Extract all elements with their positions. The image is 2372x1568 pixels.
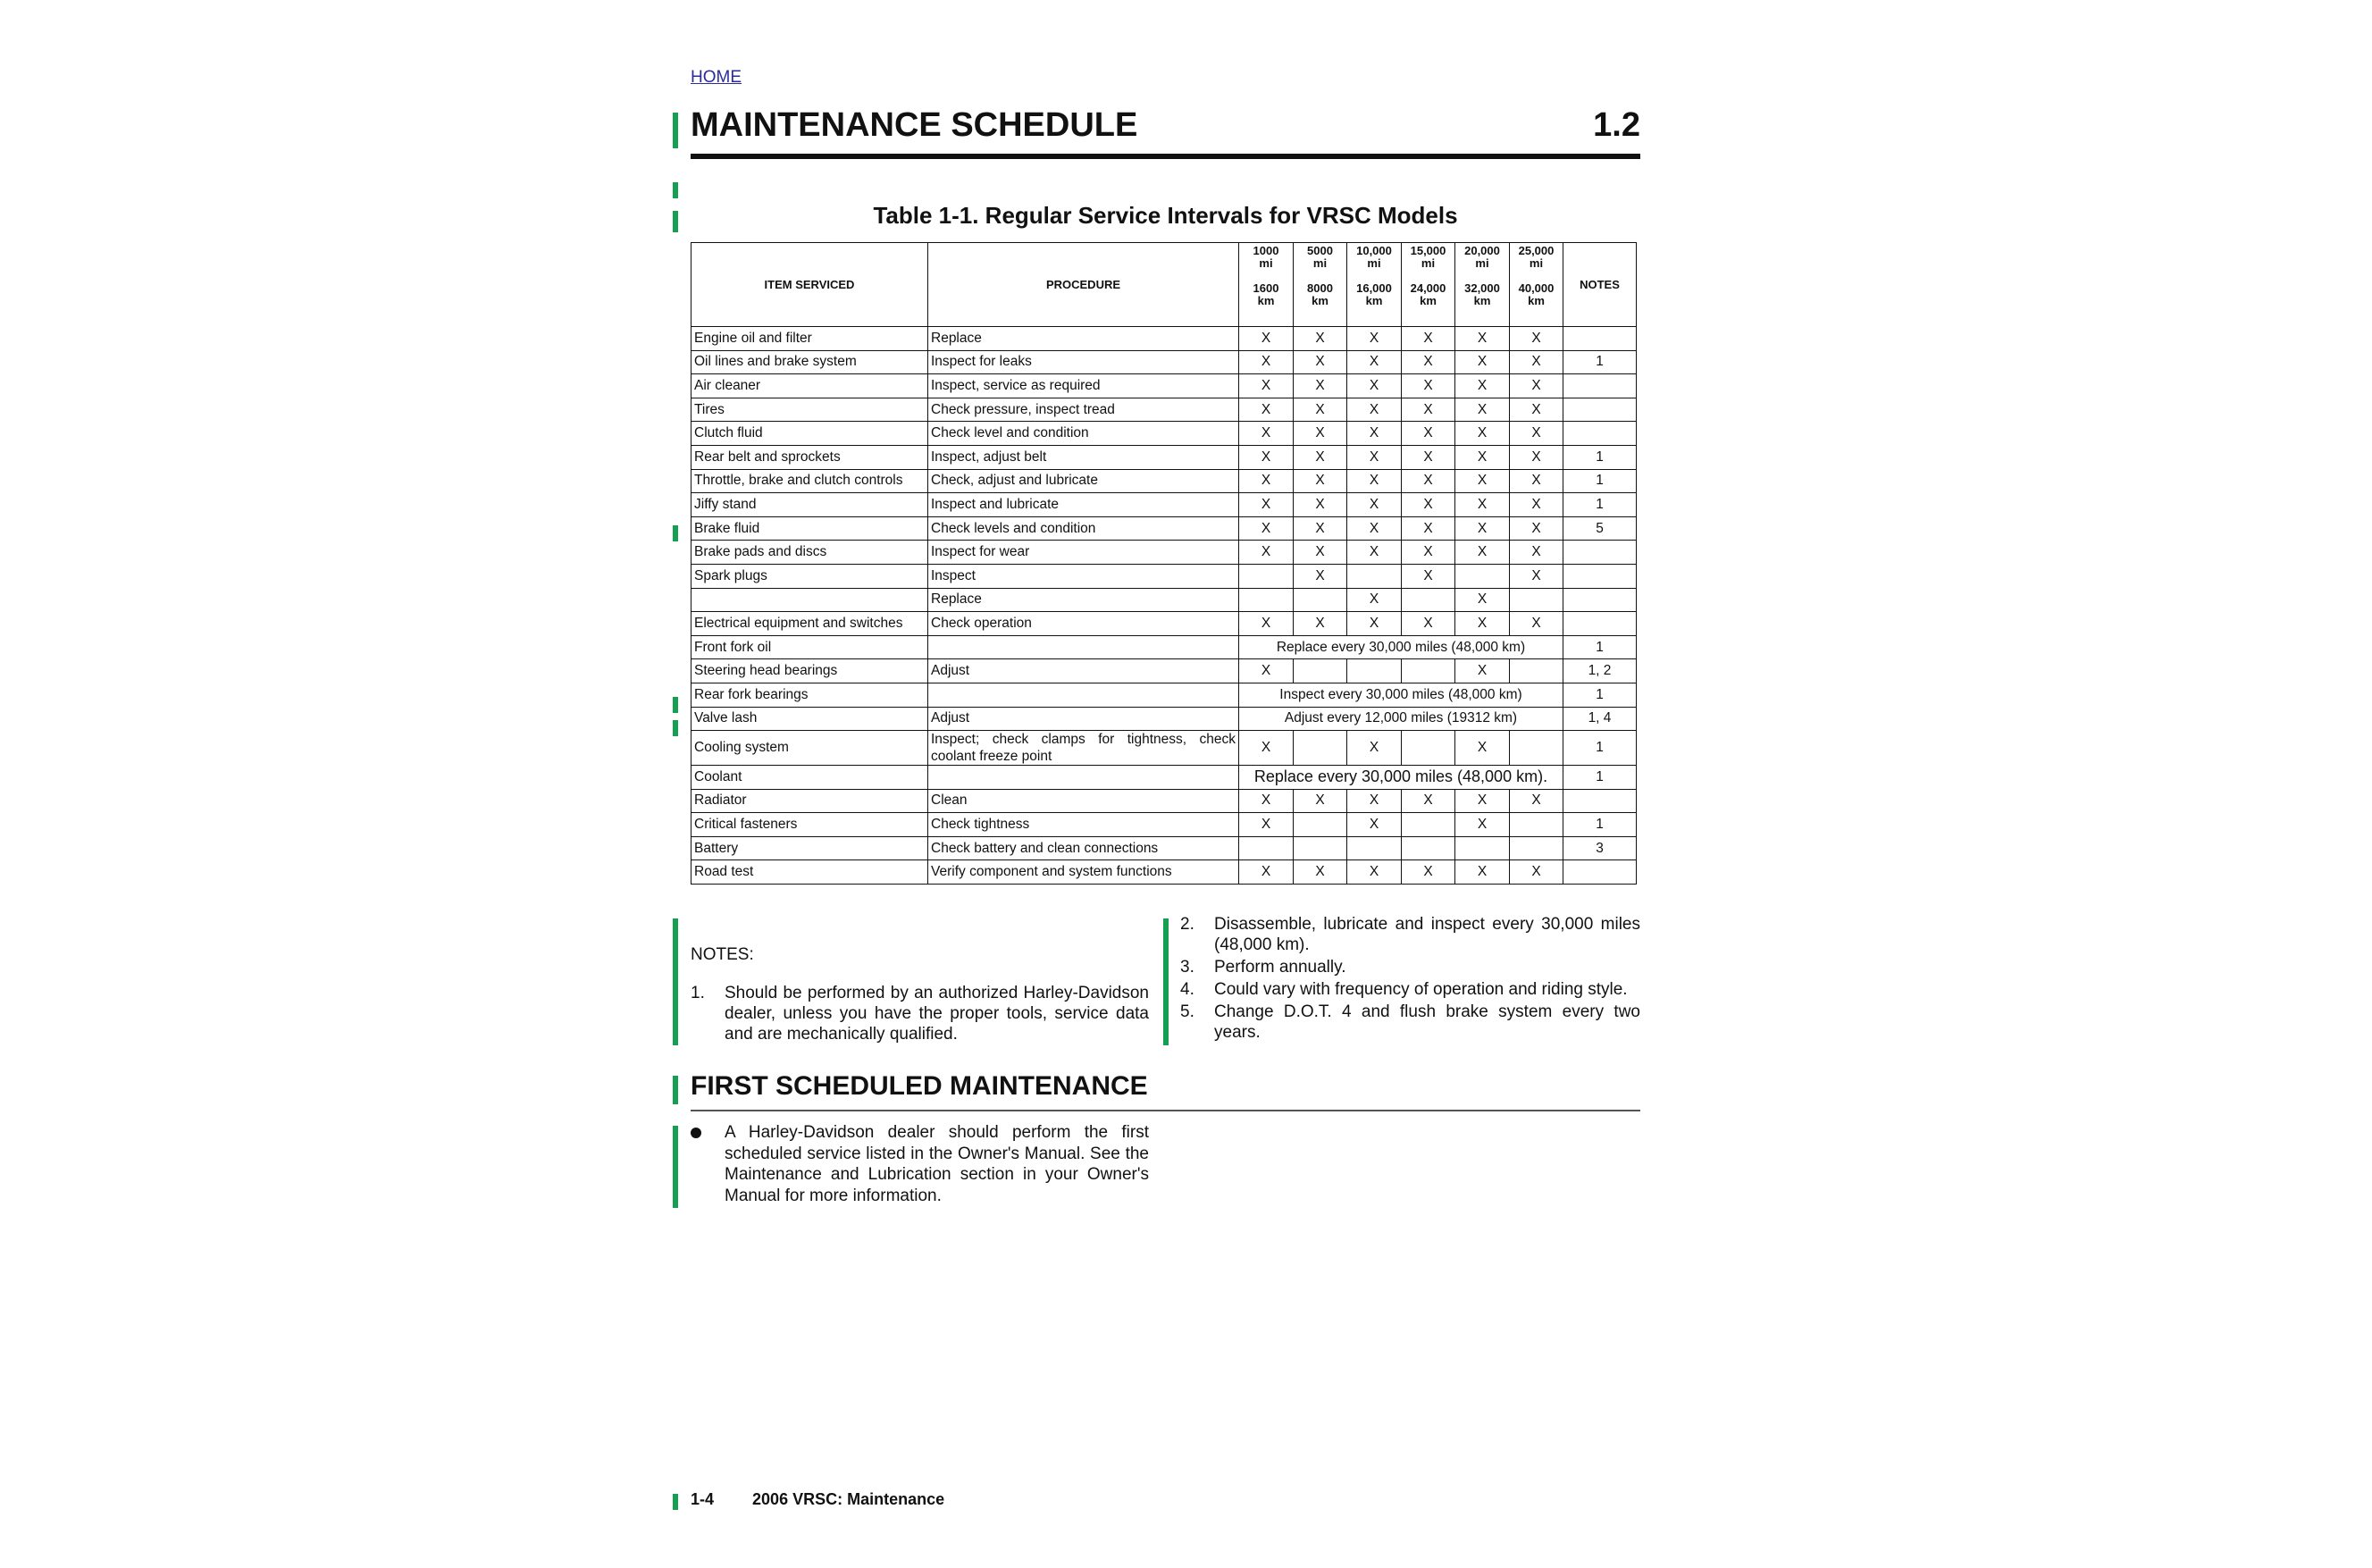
table-row [691,766,1637,790]
item-cell: Clutch fluid [691,422,928,446]
interval-mark-cell: X [1239,612,1294,636]
page-footer [691,1490,944,1509]
interval-mark-cell: X [1510,789,1563,813]
interval-mark-cell: X [1455,445,1510,469]
interval-mark-cell [1294,836,1347,860]
interval-mark-cell [1510,588,1563,612]
interval-mark-cell: X [1294,398,1347,422]
item-cell: Spark plugs [691,564,928,588]
interval-mark-cell [1294,731,1347,766]
interval-mark-cell: X [1402,469,1455,493]
table-row [691,374,1637,398]
change-bar [673,1494,678,1510]
item-cell: Battery [691,836,928,860]
notes-cell: 1 [1563,813,1637,837]
table-row [691,445,1637,469]
item-cell: Electrical equipment and switches [691,612,928,636]
interval-mark-cell [1294,813,1347,837]
item-cell: Valve lash [691,707,928,731]
interval-mark-cell: X [1347,469,1402,493]
interval-mark-cell: X [1455,541,1510,565]
interval-mark-cell: X [1510,541,1563,565]
change-bar [1163,918,1169,1045]
notes-cell [1563,541,1637,565]
table-row [691,813,1637,837]
procedure-cell: Replace [928,327,1239,351]
interval-mark-cell [1510,659,1563,683]
interval-mark-cell: X [1510,564,1563,588]
section-rule [691,1110,1640,1111]
title-rule [691,154,1640,159]
interval-mark-cell: X [1510,469,1563,493]
interval-mark-cell: X [1402,327,1455,351]
table-row [691,516,1637,541]
notes-cell: 1 [1563,683,1637,707]
note-item [1180,1002,1640,1043]
procedure-cell: Inspect and lubricate [928,493,1239,517]
table-row [691,731,1637,766]
item-cell: Jiffy stand [691,493,928,517]
procedure-cell: Inspect for wear [928,541,1239,565]
notes-cell: 5 [1563,516,1637,541]
change-bar [673,1126,678,1208]
notes-cell: 1 [1563,635,1637,659]
page-title: MAINTENANCE SCHEDULE [691,106,1138,144]
notes-cell: 1 [1563,731,1637,766]
header-procedure: PROCEDURE [928,243,1239,327]
item-cell: Radiator [691,789,928,813]
procedure-cell: Check level and condition [928,422,1239,446]
table-row [691,659,1637,683]
interval-mark-cell [1347,564,1402,588]
interval-mark-cell: X [1347,327,1402,351]
interval-mark-cell [1510,836,1563,860]
notes-column-left [691,944,1149,1046]
interval-span-cell: Adjust every 12,000 miles (19312 km) [1239,707,1563,731]
interval-mark-cell: X [1510,327,1563,351]
notes-heading: NOTES: [691,945,754,964]
item-cell: Critical fasteners [691,813,928,837]
note-number: 5. [1180,1002,1194,1021]
interval-mark-cell: X [1347,422,1402,446]
interval-mark-cell: X [1239,541,1294,565]
interval-mark-cell [1455,836,1510,860]
header-item-serviced: ITEM SERVICED [691,243,928,327]
notes-column-right [1180,914,1640,1044]
item-cell: Cooling system [691,731,928,766]
interval-mark-cell: X [1239,659,1294,683]
interval-mark-cell: X [1294,422,1347,446]
note-text: Should be performed by an authorized Harley-Davidson dealer, unless you have the proper tools, service data and are mechanically qualified. [725,984,1149,1044]
interval-mark-cell: X [1294,327,1347,351]
notes-cell [1563,860,1637,885]
interval-mark-cell: X [1455,350,1510,374]
table-caption: Table 1-1. Regular Service Intervals for VRSC Models [873,202,1458,229]
item-cell: Air cleaner [691,374,928,398]
header-interval: 5000 mi 8000 km [1294,243,1347,327]
interval-mark-cell: X [1455,588,1510,612]
notes-cell: 1 [1563,445,1637,469]
interval-mark-cell: X [1402,374,1455,398]
footer-page-number: 1-4 [691,1490,715,1508]
interval-mark-cell: X [1294,541,1347,565]
table-row [691,860,1637,885]
note-text: Disassemble, lubricate and inspect every 30,000 miles (48,000 km). [1214,915,1640,954]
interval-mark-cell: X [1455,860,1510,885]
interval-mark-cell: X [1455,469,1510,493]
interval-mark-cell: X [1294,374,1347,398]
change-bar [673,1076,678,1104]
header-interval: 10,000 mi 16,000 km [1347,243,1402,327]
interval-mark-cell: X [1510,398,1563,422]
interval-mark-cell [1294,659,1347,683]
interval-mark-cell [1402,659,1455,683]
table-row [691,612,1637,636]
interval-mark-cell: X [1239,469,1294,493]
note-text: Could vary with frequency of operation and riding style. [1214,980,1628,999]
procedure-cell: Check tightness [928,813,1239,837]
procedure-cell: Inspect, service as required [928,374,1239,398]
notes-cell [1563,612,1637,636]
interval-mark-cell: X [1455,659,1510,683]
interval-mark-cell: X [1455,612,1510,636]
interval-mark-cell [1510,731,1563,766]
interval-mark-cell: X [1455,516,1510,541]
interval-mark-cell: X [1455,398,1510,422]
procedure-cell: Adjust [928,659,1239,683]
interval-mark-cell: X [1294,469,1347,493]
change-bar [673,918,678,1045]
table-row [691,469,1637,493]
interval-mark-cell: X [1239,731,1294,766]
home-link[interactable]: HOME [691,68,742,87]
interval-mark-cell: X [1239,422,1294,446]
note-item [1180,914,1640,955]
page-header [691,102,1640,148]
notes-cell [1563,422,1637,446]
item-cell: Brake pads and discs [691,541,928,565]
table-row [691,350,1637,374]
interval-mark-cell: X [1239,789,1294,813]
interval-mark-cell: X [1294,789,1347,813]
table-row [691,707,1637,731]
notes-cell [1563,564,1637,588]
header-interval: 20,000 mi 32,000 km [1455,243,1510,327]
procedure-cell: Check levels and condition [928,516,1239,541]
interval-mark-cell: X [1402,860,1455,885]
interval-span-cell: Replace every 30,000 miles (48,000 km). [1239,766,1563,790]
interval-mark-cell: X [1402,516,1455,541]
note-item [691,983,1149,1044]
notes-cell: 1 [1563,469,1637,493]
note-item [1180,957,1640,977]
footer-doc-title: 2006 VRSC: Maintenance [752,1490,945,1508]
notes-cell [1563,398,1637,422]
interval-mark-cell: X [1347,445,1402,469]
note-number: 4. [1180,980,1194,999]
interval-mark-cell: X [1294,350,1347,374]
interval-mark-cell: X [1455,374,1510,398]
interval-mark-cell: X [1239,398,1294,422]
note-text: Change D.O.T. 4 and flush brake system every two years. [1214,1002,1640,1042]
interval-mark-cell: X [1510,612,1563,636]
notes-cell: 1, 4 [1563,707,1637,731]
item-cell: Coolant [691,766,928,790]
change-bar [673,697,678,713]
notes-cell: 1, 2 [1563,659,1637,683]
interval-mark-cell: X [1455,731,1510,766]
interval-mark-cell: X [1402,612,1455,636]
interval-mark-cell: X [1347,350,1402,374]
procedure-cell: Check battery and clean connections [928,836,1239,860]
item-cell: Brake fluid [691,516,928,541]
interval-mark-cell [1402,588,1455,612]
item-cell: Road test [691,860,928,885]
note-number: 2. [1180,915,1194,934]
procedure-cell: Check operation [928,612,1239,636]
first-scheduled-maintenance-title: FIRST SCHEDULED MAINTENANCE [691,1071,1148,1101]
interval-mark-cell [1455,564,1510,588]
procedure-cell: Inspect for leaks [928,350,1239,374]
interval-mark-cell [1347,836,1402,860]
table-row [691,588,1637,612]
interval-mark-cell: X [1455,422,1510,446]
procedure-cell: Inspect; check clamps for tightness, check coolant freeze point [928,731,1239,766]
procedure-cell [928,766,1239,790]
interval-mark-cell: X [1347,588,1402,612]
interval-mark-cell: X [1347,789,1402,813]
interval-mark-cell: X [1510,445,1563,469]
interval-mark-cell: X [1455,813,1510,837]
interval-mark-cell: X [1239,374,1294,398]
interval-mark-cell: X [1347,860,1402,885]
bullet-icon [691,1128,701,1138]
item-cell: Tires [691,398,928,422]
notes-cell: 1 [1563,350,1637,374]
interval-mark-cell: X [1402,350,1455,374]
interval-mark-cell: X [1294,493,1347,517]
table-row [691,541,1637,565]
interval-mark-cell: X [1239,493,1294,517]
interval-mark-cell: X [1347,731,1402,766]
item-cell: Oil lines and brake system [691,350,928,374]
interval-mark-cell [1294,588,1347,612]
procedure-cell [928,683,1239,707]
interval-mark-cell: X [1510,422,1563,446]
interval-mark-cell [1402,813,1455,837]
item-cell: Rear fork bearings [691,683,928,707]
interval-mark-cell: X [1239,327,1294,351]
change-bar [673,211,678,232]
interval-mark-cell: X [1294,516,1347,541]
procedure-cell: Clean [928,789,1239,813]
interval-mark-cell: X [1402,789,1455,813]
procedure-cell: Inspect [928,564,1239,588]
interval-mark-cell [1239,564,1294,588]
interval-mark-cell: X [1402,398,1455,422]
procedure-cell: Check pressure, inspect tread [928,398,1239,422]
change-bar [673,525,678,541]
interval-mark-cell: X [1402,422,1455,446]
procedure-cell [928,635,1239,659]
header-notes: NOTES [1563,243,1637,327]
interval-mark-cell: X [1347,813,1402,837]
interval-mark-cell [1347,659,1402,683]
interval-mark-cell: X [1347,541,1402,565]
interval-mark-cell [1402,731,1455,766]
interval-mark-cell: X [1510,860,1563,885]
interval-mark-cell: X [1510,374,1563,398]
change-bar [673,182,678,198]
interval-mark-cell: X [1510,516,1563,541]
notes-cell: 3 [1563,836,1637,860]
note-number: 1. [691,984,705,1002]
table-row [691,398,1637,422]
interval-mark-cell: X [1510,350,1563,374]
interval-mark-cell: X [1347,493,1402,517]
interval-mark-cell [1239,588,1294,612]
interval-mark-cell: X [1239,813,1294,837]
change-bar [673,720,678,736]
table-row [691,635,1637,659]
item-cell: Throttle, brake and clutch controls [691,469,928,493]
interval-mark-cell: X [1239,350,1294,374]
table-header-row [691,243,1637,327]
procedure-cell: Check, adjust and lubricate [928,469,1239,493]
change-bar [673,113,678,148]
service-interval-table [691,242,1637,885]
interval-mark-cell [1239,836,1294,860]
section-number: 1.2 [1593,106,1640,144]
table-row [691,789,1637,813]
interval-mark-cell [1402,836,1455,860]
interval-mark-cell: X [1455,493,1510,517]
interval-span-cell: Inspect every 30,000 miles (48,000 km) [1239,683,1563,707]
procedure-cell: Replace [928,588,1239,612]
notes-cell [1563,374,1637,398]
interval-mark-cell: X [1455,789,1510,813]
interval-mark-cell: X [1455,327,1510,351]
header-interval: 1000 mi 1600 km [1239,243,1294,327]
interval-mark-cell: X [1347,516,1402,541]
bullet-item [691,1122,1149,1206]
interval-mark-cell: X [1347,374,1402,398]
interval-mark-cell: X [1402,541,1455,565]
item-cell: Steering head bearings [691,659,928,683]
notes-cell: 1 [1563,766,1637,790]
item-cell: Engine oil and filter [691,327,928,351]
item-cell: Rear belt and sprockets [691,445,928,469]
item-cell [691,588,928,612]
interval-mark-cell [1510,813,1563,837]
interval-mark-cell: X [1294,612,1347,636]
interval-mark-cell: X [1294,564,1347,588]
interval-mark-cell: X [1510,493,1563,517]
interval-mark-cell: X [1347,398,1402,422]
note-number: 3. [1180,958,1194,977]
notes-cell [1563,327,1637,351]
table-row [691,836,1637,860]
table-row [691,564,1637,588]
notes-cell [1563,588,1637,612]
interval-mark-cell: X [1402,493,1455,517]
procedure-cell: Adjust [928,707,1239,731]
table-row [691,683,1637,707]
notes-cell [1563,789,1637,813]
procedure-cell: Inspect, adjust belt [928,445,1239,469]
note-item [1180,979,1640,1000]
interval-span-cell: Replace every 30,000 miles (48,000 km) [1239,635,1563,659]
interval-mark-cell: X [1239,445,1294,469]
interval-mark-cell: X [1347,612,1402,636]
notes-cell: 1 [1563,493,1637,517]
interval-mark-cell: X [1294,445,1347,469]
interval-mark-cell: X [1402,445,1455,469]
table-row [691,422,1637,446]
item-cell: Front fork oil [691,635,928,659]
interval-mark-cell: X [1294,860,1347,885]
interval-mark-cell: X [1402,564,1455,588]
table-row [691,327,1637,351]
procedure-cell: Verify component and system functions [928,860,1239,885]
header-interval: 25,000 mi 40,000 km [1510,243,1563,327]
bullet-text: A Harley-Davidson dealer should perform the first scheduled service listed in the Owner's Manual. See the Maintenance and Lubrication section in your Owner's Manual for more information. [725,1123,1149,1205]
header-interval: 15,000 mi 24,000 km [1402,243,1455,327]
note-text: Perform annually. [1214,958,1346,977]
interval-mark-cell: X [1239,516,1294,541]
table-row [691,493,1637,517]
interval-mark-cell: X [1239,860,1294,885]
